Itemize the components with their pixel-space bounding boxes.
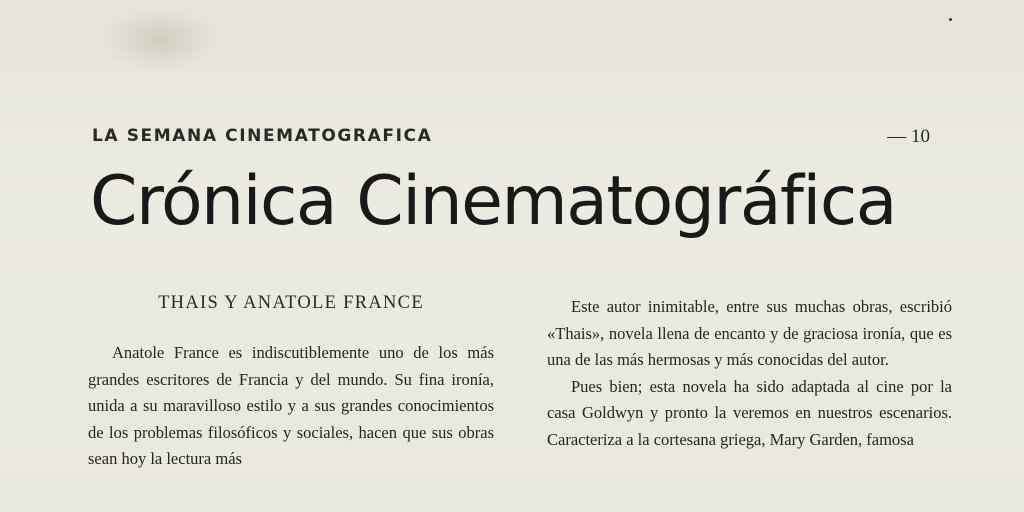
article-column-right	[547, 294, 952, 453]
section-title: Crónica Cinematográfica	[90, 162, 896, 241]
article-column-left	[88, 290, 494, 473]
ink-speck	[949, 18, 952, 21]
article-paragraph: Este autor inimitable, entre sus muchas obras, escribió «Thais», novela llena de encanto y de graciosa ironía, que es una de las más hermosas y más conocidas del autor.	[547, 297, 952, 369]
publication-name: LA SEMANA CINEMATOGRAFICA	[92, 126, 433, 146]
article-paragraph: Pues bien; esta novela ha sido adaptada al cine por la casa Goldwyn y pronto la veremos en nuestros escenarios. Caracteriza a la cortesana griega, Mary Garden, famosa	[547, 376, 952, 449]
page-number: — 10	[887, 126, 930, 147]
article-paragraph: Anatole France es indiscutiblemente uno de los más grandes escritores de Francia y del mundo. Su fina ironía, unida a su maravilloso estilo y a sus grandes conocimientos de los problemas filosóficos y sociales, hacen que sus obras sean hoy la lectura más	[88, 343, 494, 468]
article-heading: THAIS Y ANATOLE FRANCE	[158, 293, 424, 313]
